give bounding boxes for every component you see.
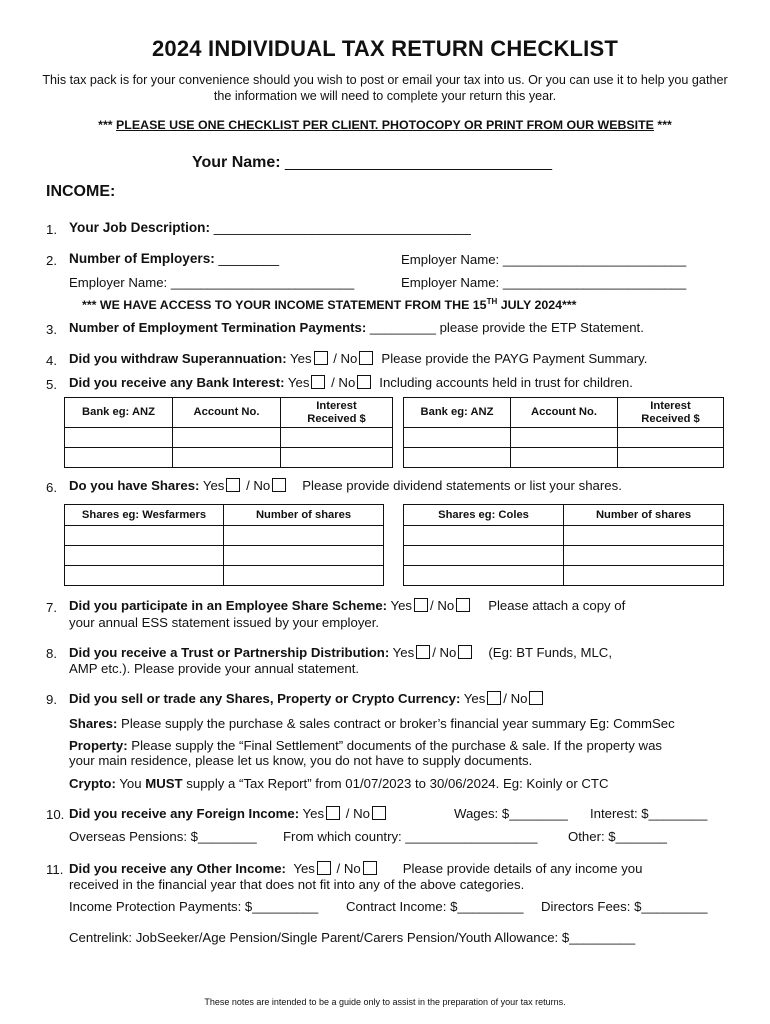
table-cell[interactable] bbox=[65, 546, 224, 566]
table-cell[interactable] bbox=[511, 448, 618, 468]
col-header-interest: Interest Received $ bbox=[618, 398, 724, 428]
col-header-bank: Bank eg: ANZ bbox=[65, 398, 173, 428]
shares-table-right bbox=[403, 504, 724, 586]
q6-number: 6. bbox=[46, 480, 57, 495]
q7-yes-checkbox[interactable] bbox=[414, 598, 428, 612]
q4-no-checkbox[interactable] bbox=[359, 351, 373, 365]
col-header-number-of-shares: Number of shares bbox=[564, 505, 724, 526]
your-name-field[interactable]: Your Name: ______________________________ bbox=[192, 154, 553, 171]
table-cell[interactable] bbox=[281, 448, 393, 468]
table-cell[interactable] bbox=[65, 428, 173, 448]
q9-sell-trade: Did you sell or trade any Shares, Property or Crypto Currency: Yes / No bbox=[69, 691, 545, 706]
table-cell[interactable] bbox=[65, 566, 224, 586]
table-cell[interactable] bbox=[173, 448, 281, 468]
q2-employer-name-c[interactable]: Employer Name: _________________________ bbox=[401, 275, 687, 290]
q9-no-checkbox[interactable] bbox=[529, 691, 543, 705]
q11-contract-income[interactable]: Contract Income: $_________ bbox=[346, 899, 524, 914]
q4-superannuation: Did you withdraw Superannuation: Yes / No Please provide the PAYG Payment Summary. bbox=[69, 351, 648, 366]
q8-no-checkbox[interactable] bbox=[458, 645, 472, 659]
q9-yes-checkbox[interactable] bbox=[487, 691, 501, 705]
q11-number: 11. bbox=[46, 862, 64, 877]
q2-employer-name-b[interactable]: Employer Name: _________________________ bbox=[69, 275, 355, 290]
col-header-account: Account No. bbox=[173, 398, 281, 428]
q1-job-description[interactable]: Your Job Description: __________________________________ bbox=[69, 220, 471, 235]
q1-number: 1. bbox=[46, 222, 57, 237]
table-cell[interactable] bbox=[511, 428, 618, 448]
intro-text: This tax pack is for your convenience should you wish to post or email your tax into us. Or you can use it to help you gather the information we will need to complete your return this year. bbox=[42, 73, 728, 103]
q9-number: 9. bbox=[46, 692, 57, 707]
table-cell[interactable] bbox=[618, 428, 724, 448]
q10-yes-checkbox[interactable] bbox=[326, 806, 340, 820]
col-header-number-of-shares: Number of shares bbox=[224, 505, 384, 526]
q10-foreign-income: Did you receive any Foreign Income: Yes / No bbox=[69, 806, 388, 821]
q5-bank-interest: Did you receive any Bank Interest: Yes / No Including accounts held in trust for children. bbox=[69, 375, 633, 390]
q9-crypto: Crypto: You MUST supply a “Tax Report” from 01/07/2023 to 30/06/2024. Eg: Koinly or CTC bbox=[69, 776, 609, 791]
q5-number: 5. bbox=[46, 377, 57, 392]
q11-directors-fees[interactable]: Directors Fees: $_________ bbox=[541, 899, 708, 914]
q10-pensions[interactable]: Overseas Pensions: $________ bbox=[69, 829, 257, 844]
q11-yes-checkbox[interactable] bbox=[317, 861, 331, 875]
income-heading: INCOME: bbox=[46, 183, 116, 200]
q2-number-of-employers[interactable]: Number of Employers: ________ bbox=[69, 251, 280, 266]
table-cell[interactable] bbox=[564, 566, 724, 586]
table-cell[interactable] bbox=[224, 546, 384, 566]
table-cell[interactable] bbox=[65, 526, 224, 546]
checklist-notice: *** PLEASE USE ONE CHECKLIST PER CLIENT. PHOTOCOPY OR PRINT FROM OUR WEBSITE *** bbox=[98, 118, 672, 132]
table-cell[interactable] bbox=[65, 448, 173, 468]
q7-line2: your annual ESS statement issued by your employer. bbox=[69, 615, 380, 630]
q3-etp[interactable]: Number of Employment Termination Payments: _________ please provide the ETP Statement. bbox=[69, 320, 644, 335]
q8-yes-checkbox[interactable] bbox=[416, 645, 430, 659]
col-header-account: Account No. bbox=[511, 398, 618, 428]
q3-number: 3. bbox=[46, 322, 57, 337]
footer-note: These notes are intended to be a guide only to assist in the preparation of your tax returns. bbox=[204, 997, 566, 1007]
q10-interest[interactable]: Interest: $________ bbox=[590, 806, 708, 821]
q6-shares: Do you have Shares: Yes / No Please provide dividend statements or list your shares. bbox=[69, 478, 622, 493]
q6-yes-checkbox[interactable] bbox=[226, 478, 240, 492]
col-header-interest: Interest Received $ bbox=[281, 398, 393, 428]
table-cell[interactable] bbox=[404, 526, 564, 546]
shares-table-left bbox=[64, 504, 384, 586]
income-statement-notice: *** WE HAVE ACCESS TO YOUR INCOME STATEMENT FROM THE 15TH JULY 2024*** bbox=[82, 297, 577, 313]
table-cell[interactable] bbox=[564, 526, 724, 546]
bank-interest-table-left bbox=[64, 397, 393, 468]
table-cell[interactable] bbox=[404, 546, 564, 566]
table-cell[interactable] bbox=[404, 448, 511, 468]
table-cell[interactable] bbox=[404, 428, 511, 448]
table-cell[interactable] bbox=[404, 566, 564, 586]
q8-number: 8. bbox=[46, 646, 57, 661]
q2-number: 2. bbox=[46, 253, 57, 268]
q11-line2: received in the financial year that does not fit into any of the above categories. bbox=[69, 877, 525, 892]
table-cell[interactable] bbox=[281, 428, 393, 448]
col-header-shares: Shares eg: Wesfarmers bbox=[65, 505, 224, 526]
page-title: 2024 INDIVIDUAL TAX RETURN CHECKLIST bbox=[152, 36, 618, 61]
q10-country[interactable]: From which country: __________________ bbox=[283, 829, 538, 844]
q8-line2: AMP etc.). Please provide your annual statement. bbox=[69, 661, 360, 676]
q11-no-checkbox[interactable] bbox=[363, 861, 377, 875]
col-header-bank: Bank eg: ANZ bbox=[404, 398, 511, 428]
table-cell[interactable] bbox=[173, 428, 281, 448]
q5-yes-checkbox[interactable] bbox=[311, 375, 325, 389]
q5-no-checkbox[interactable] bbox=[357, 375, 371, 389]
q11-centrelink[interactable]: Centrelink: JobSeeker/Age Pension/Single Parent/Carers Pension/Youth Allowance: $_________ bbox=[69, 930, 636, 945]
q4-yes-checkbox[interactable] bbox=[314, 351, 328, 365]
table-cell[interactable] bbox=[224, 526, 384, 546]
q7-no-checkbox[interactable] bbox=[456, 598, 470, 612]
table-cell[interactable] bbox=[224, 566, 384, 586]
q11-income-protection[interactable]: Income Protection Payments: $_________ bbox=[69, 899, 319, 914]
q8-trust: Did you receive a Trust or Partnership Distribution: Yes / No (Eg: BT Funds, MLC, bbox=[69, 645, 612, 660]
q9-property-line2: your main residence, please let us know, you do not have to supply documents. bbox=[69, 753, 533, 768]
col-header-shares: Shares eg: Coles bbox=[404, 505, 564, 526]
q4-number: 4. bbox=[46, 353, 57, 368]
q7-number: 7. bbox=[46, 600, 57, 615]
q11-other-income: Did you receive any Other Income: Yes / No Please provide details of any income you bbox=[69, 861, 643, 876]
q9-shares: Shares: Please supply the purchase & sales contract or broker’s financial year summary Eg: CommSec bbox=[69, 716, 675, 731]
q10-wages[interactable]: Wages: $________ bbox=[454, 806, 568, 821]
q7-ess: Did you participate in an Employee Share Scheme: Yes / No Please attach a copy of bbox=[69, 598, 626, 613]
table-cell[interactable] bbox=[618, 448, 724, 468]
q2-employer-name-a[interactable]: Employer Name: _________________________ bbox=[401, 252, 687, 267]
q9-property: Property: Please supply the “Final Settlement” documents of the purchase & sale. If the property was bbox=[69, 738, 662, 753]
table-cell[interactable] bbox=[564, 546, 724, 566]
q6-no-checkbox[interactable] bbox=[272, 478, 286, 492]
q10-other[interactable]: Other: $_______ bbox=[568, 829, 667, 844]
q10-no-checkbox[interactable] bbox=[372, 806, 386, 820]
bank-interest-table-right bbox=[403, 397, 724, 468]
q10-number: 10. bbox=[46, 807, 65, 822]
